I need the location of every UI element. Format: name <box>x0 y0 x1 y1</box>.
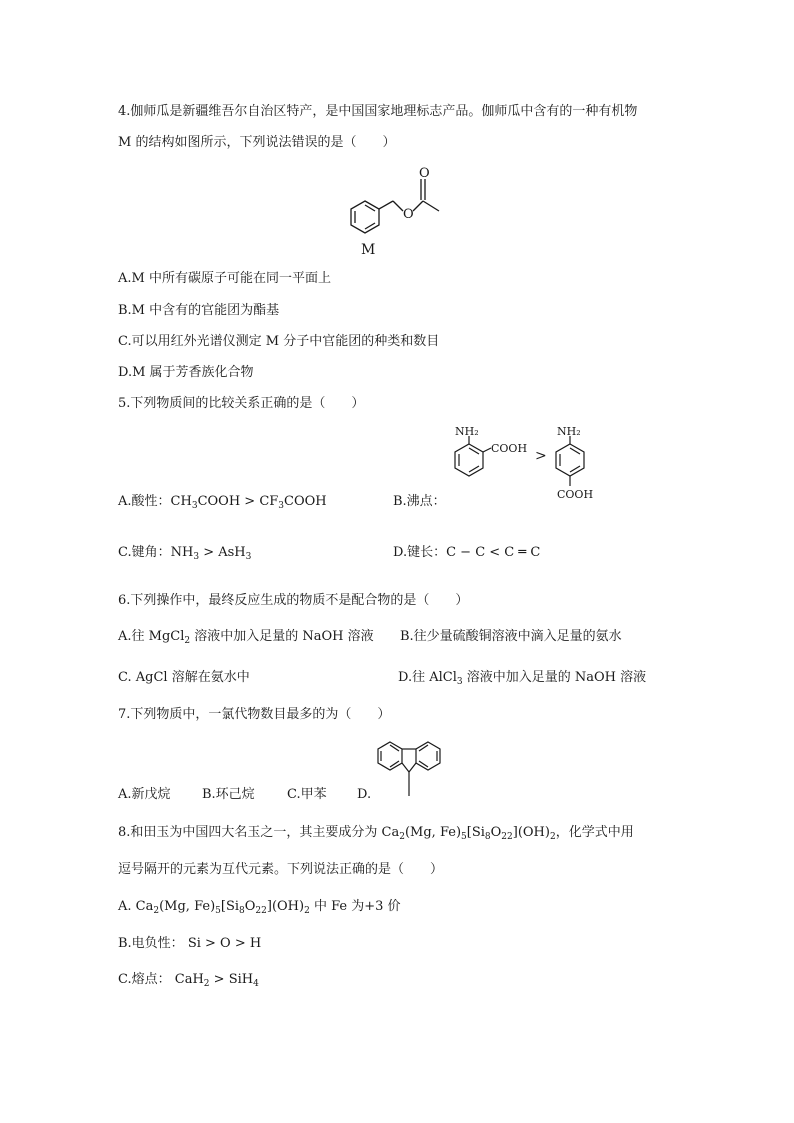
q7-option-b: B.环己烷 <box>202 787 255 802</box>
q6-stem: 6.下列操作中，最终反应生成的物质不是配合物的是（ ） <box>118 593 469 608</box>
q4-option-b: B.M 中含有的官能团为酯基 <box>118 303 280 318</box>
q4-stem-line1: 4.伽师瓜是新疆维吾尔自治区特产，是中国国家地理标志产品。伽师瓜中含有的一种有机物 <box>118 104 638 119</box>
q7-methylfluorene-figure <box>370 736 452 806</box>
q5-aminobenzoic-figure <box>443 424 603 510</box>
q6-option-a: A.往 MgCl$_2$ 溶液中加入足量的 NaOH 溶液 <box>118 629 374 646</box>
right-cooh: COOH <box>557 488 594 501</box>
q6-option-d: D.往 AlCl$_3$ 溶液中加入足量的 NaOH 溶液 <box>398 670 647 687</box>
left-nh2: NH₂ <box>455 425 479 438</box>
q8-option-c: C.熔点： CaH$_2$ > SiH$_4$ <box>118 972 259 989</box>
right-nh2: NH₂ <box>557 425 581 438</box>
q4-option-c: C.可以用红外光谱仪测定 M 分子中官能团的种类和数目 <box>118 334 440 349</box>
q7-option-c: C.甲苯 <box>287 787 327 802</box>
q5-stem: 5.下列物质间的比较关系正确的是（ ） <box>118 396 365 411</box>
q5-option-a: A.酸性：$CH_3COOH$ > $CF_3COOH$ <box>118 494 327 511</box>
q8-stem-line1: 8.和田玉为中国四大名玉之一，其主要成分为 $Ca_2(Mg$, $Fe)_5[Si_8O_{22}](OH)_2$，化学式中用 <box>118 825 634 842</box>
q8-option-a: A. $Ca_2(Mg$, $Fe)_5[Si_8O_{22}](OH)_2$ 中 Fe 为+3 价 <box>118 899 401 916</box>
q7-stem: 7.下列物质中，一氯代物数目最多的为（ ） <box>118 707 391 722</box>
q7-option-a: A.新戊烷 <box>118 787 171 802</box>
q6-option-c: C. AgCl 溶解在氨水中 <box>118 670 250 685</box>
q4-stem-line2: M 的结构如图所示，下列说法错误的是（ ） <box>118 135 396 150</box>
q4-oxygen-ester: O <box>403 207 414 222</box>
q8-option-b: B.电负性： Si > O > H <box>118 936 262 951</box>
q6-option-b: B.往少量硫酸铜溶液中滴入足量的氨水 <box>400 629 622 644</box>
q4-option-d: D.M 属于芳香族化合物 <box>118 365 254 380</box>
q8-stem-line2: 逗号隔开的元素为互代元素。下列说法正确的是（ ） <box>118 862 444 877</box>
q5-option-d: D.键长：C − C < C ═ C <box>393 545 541 560</box>
q4-figure-label: M <box>361 242 376 258</box>
methyl-bond <box>423 201 439 211</box>
q7-option-d: D. <box>357 787 372 802</box>
left-cooh: COOH <box>491 442 528 455</box>
q5-option-b: B.沸点： <box>393 494 446 509</box>
q4-structure-figure <box>345 163 475 267</box>
q4-option-a: A.M 中所有碳原子可能在同一平面上 <box>118 271 331 286</box>
comparison-sign: > <box>535 448 547 464</box>
q5-option-c: C.键角：$NH_3 > AsH_3$ <box>118 545 252 562</box>
q4-oxygen-carbonyl: O <box>419 166 430 181</box>
ch2-bond <box>379 201 393 209</box>
fluorene-left-ring <box>378 742 402 770</box>
fluorene-right-ring <box>416 742 440 770</box>
